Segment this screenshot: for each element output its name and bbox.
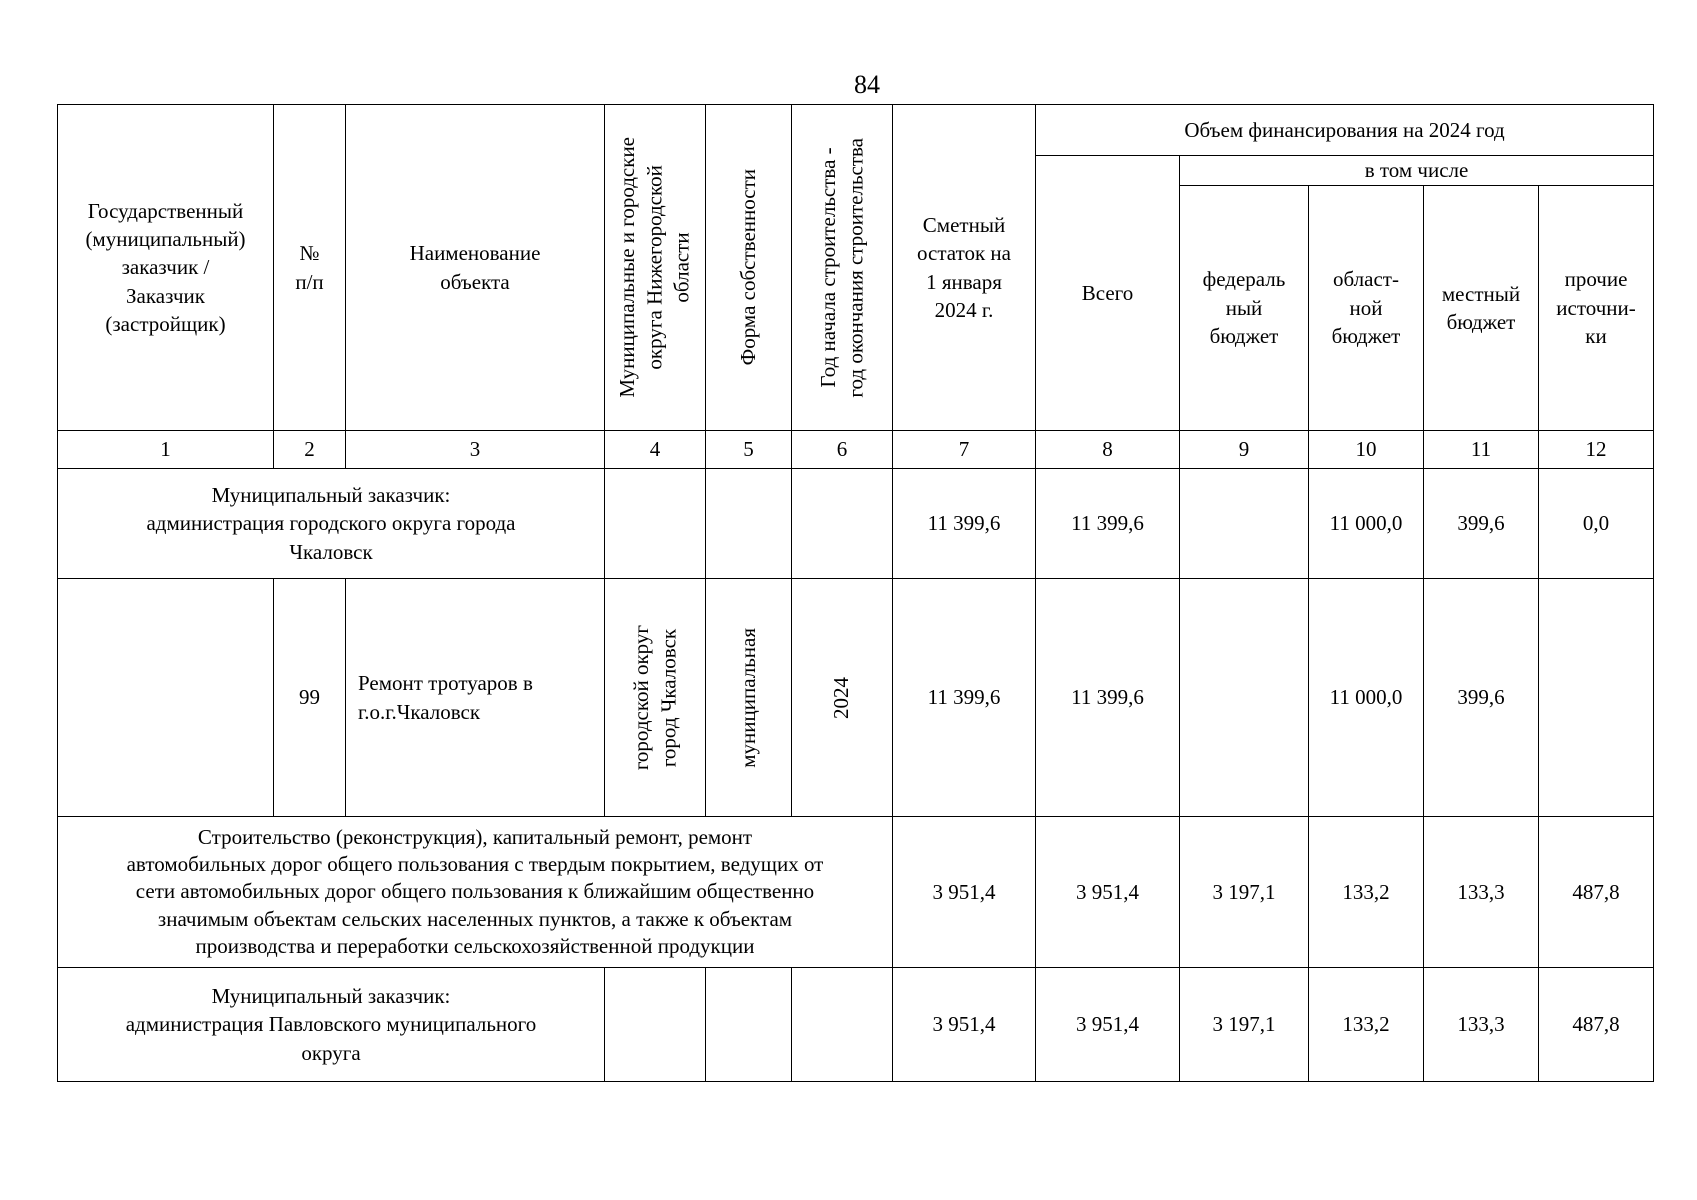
header-other-sources: прочие источни- ки — [1539, 186, 1654, 431]
empty-cell — [706, 968, 792, 1082]
year-cell — [792, 579, 893, 817]
financing-table — [57, 104, 1654, 1082]
column-number: 10 — [1309, 431, 1424, 469]
other-sources-value: 0,0 — [1539, 469, 1654, 579]
empty-cell — [605, 469, 706, 579]
table-row-customer-pavlovo — [58, 968, 1654, 1082]
column-number: 4 — [605, 431, 706, 469]
header-district-text: Муниципальные и городские округа Нижегородской области — [615, 137, 694, 398]
federal-budget-value — [1180, 579, 1309, 817]
district-text: городской округ город Чкаловск — [628, 624, 680, 771]
estimate-balance-value: 11 399,6 — [893, 469, 1036, 579]
federal-budget-value — [1180, 469, 1309, 579]
column-number-row — [58, 431, 1654, 469]
column-number: 12 — [1539, 431, 1654, 469]
page-number: 84 — [854, 70, 880, 99]
header-district — [605, 105, 706, 431]
column-number: 7 — [893, 431, 1036, 469]
total-value: 11 399,6 — [1036, 469, 1180, 579]
header-federal-budget: федераль ный бюджет — [1180, 186, 1309, 431]
table-row-object-99 — [58, 579, 1654, 817]
table-row-road-construction — [58, 817, 1654, 968]
federal-budget-value: 3 197,1 — [1180, 968, 1309, 1082]
regional-budget-value: 133,2 — [1309, 817, 1424, 968]
customer-label: Муниципальный заказчик: администрация Павловского муниципального округа — [58, 968, 605, 1082]
year-text: 2024 — [829, 676, 854, 719]
header-ownership — [706, 105, 792, 431]
empty-cell — [605, 968, 706, 1082]
estimate-balance-value: 3 951,4 — [893, 968, 1036, 1082]
column-number: 3 — [346, 431, 605, 469]
row-number: 99 — [274, 579, 346, 817]
column-number: 6 — [792, 431, 893, 469]
regional-budget-value: 11 000,0 — [1309, 469, 1424, 579]
empty-cell — [792, 968, 893, 1082]
customer-label: Муниципальный заказчик: администрация городского округа города Чкаловск — [58, 469, 605, 579]
ownership-cell — [706, 579, 792, 817]
table-row-customer-chkalovsk — [58, 469, 1654, 579]
regional-budget-value: 11 000,0 — [1309, 579, 1424, 817]
ownership-text: муниципальная — [735, 627, 760, 768]
district-cell — [605, 579, 706, 817]
other-sources-value — [1539, 579, 1654, 817]
federal-budget-value: 3 197,1 — [1180, 817, 1309, 968]
total-value: 3 951,4 — [1036, 968, 1180, 1082]
regional-budget-value: 133,2 — [1309, 968, 1424, 1082]
header-object-name: Наименование объекта — [346, 105, 605, 431]
header-funding-group: Объем финансирования на 2024 год — [1036, 105, 1654, 156]
header-estimate-balance: Сметный остаток на 1 января 2024 г. — [893, 105, 1036, 431]
total-value: 11 399,6 — [1036, 579, 1180, 817]
object-name: Ремонт тротуаров в г.о.г.Чкаловск — [346, 579, 605, 817]
estimate-balance-value: 11 399,6 — [893, 579, 1036, 817]
other-sources-value: 487,8 — [1539, 817, 1654, 968]
header-years — [792, 105, 893, 431]
header-local-budget: местный бюджет — [1424, 186, 1539, 431]
empty-cell — [58, 579, 274, 817]
column-number: 1 — [58, 431, 274, 469]
header-years-text: Год начала строительства - год окончания строительства — [815, 137, 867, 398]
header-total: Всего — [1036, 156, 1180, 431]
local-budget-value: 133,3 — [1424, 968, 1539, 1082]
column-number: 8 — [1036, 431, 1180, 469]
estimate-balance-value: 3 951,4 — [893, 817, 1036, 968]
column-number: 9 — [1180, 431, 1309, 469]
column-number: 2 — [274, 431, 346, 469]
header-row-number: № п/п — [274, 105, 346, 431]
total-value: 3 951,4 — [1036, 817, 1180, 968]
empty-cell — [792, 469, 893, 579]
local-budget-value: 399,6 — [1424, 579, 1539, 817]
column-number: 5 — [706, 431, 792, 469]
other-sources-value: 487,8 — [1539, 968, 1654, 1082]
column-number: 11 — [1424, 431, 1539, 469]
header-including-group: в том числе — [1180, 156, 1654, 186]
header-regional-budget: област- ной бюджет — [1309, 186, 1424, 431]
header-ownership-text: Форма собственности — [735, 169, 760, 366]
local-budget-value: 133,3 — [1424, 817, 1539, 968]
header-customer: Государственный (муниципальный) заказчик / Заказчик (застройщик) — [58, 105, 274, 431]
empty-cell — [706, 469, 792, 579]
local-budget-value: 399,6 — [1424, 469, 1539, 579]
section-label: Строительство (реконструкция), капитальный ремонт, ремонт автомобильных дорог общего пользования с твердым покрытием, ведущих от сети автомобильных дорог общего пользования к ближайшим общественно значимым объектам сельских населенных пунктов, а также к объектам производства и переработки сельскохозяйственной продукции — [58, 817, 893, 968]
